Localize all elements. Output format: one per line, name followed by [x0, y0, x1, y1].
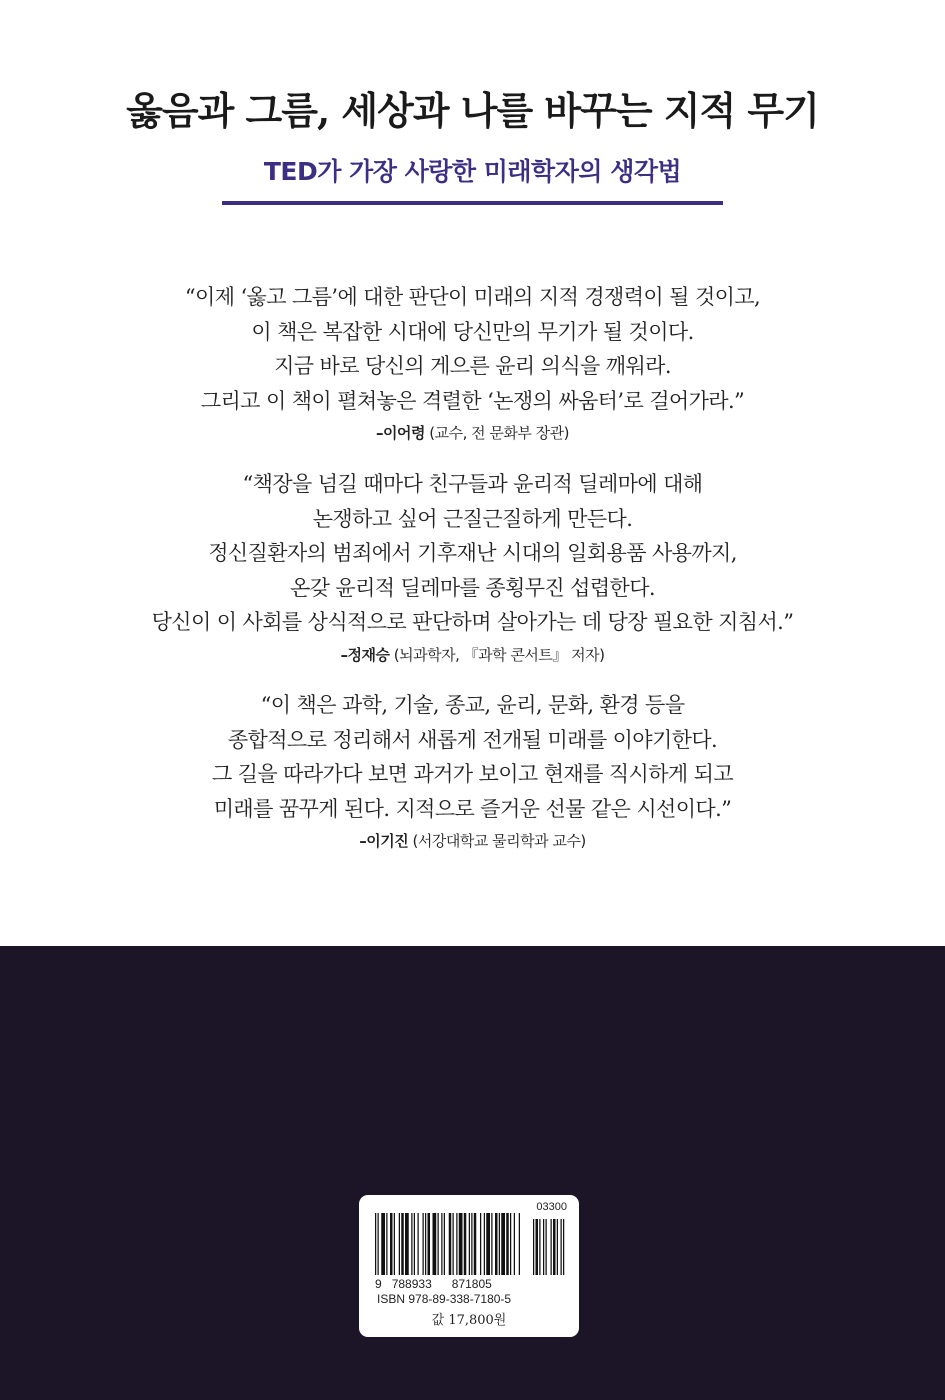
addon-bar — [553, 1219, 556, 1275]
price: 값 17,800원 — [431, 1313, 507, 1328]
blurb-3 — [40, 688, 905, 854]
headline: 옳음과 그름, 세상과 나를 바꾸는 지적 무기 — [126, 88, 819, 133]
barcode-bar — [433, 1213, 437, 1275]
blurb-attribution — [40, 420, 905, 446]
addon-bar — [546, 1219, 547, 1275]
barcode-bar — [411, 1213, 412, 1275]
blurb-2 — [40, 467, 905, 668]
barcode-bar — [438, 1213, 439, 1275]
barcode-bar — [449, 1213, 452, 1275]
isbn-number: ISBN 978-89-338-7180-5 — [377, 1292, 512, 1306]
addon-bar — [533, 1219, 534, 1275]
barcode-bar — [375, 1213, 376, 1275]
attribution-credit: (교수, 전 문화부 장관) — [425, 424, 569, 442]
attribution-name: –이기진 — [359, 832, 409, 850]
blurb-line: 그리고 이 책이 펼쳐놓은 격렬한 ‘논쟁의 싸움터’로 걸어가라.” — [200, 388, 745, 413]
barcode-bar — [519, 1213, 520, 1275]
blurb-line: 지금 바로 당신의 게으른 윤리 의식을 깨워라. — [274, 354, 671, 378]
blurb-line: 이 책은 복잡한 시대에 당신만의 무기가 될 것이다. — [251, 319, 694, 344]
barcode-bar — [459, 1213, 463, 1275]
barcode-bar — [464, 1213, 467, 1275]
blurb-attribution — [40, 642, 905, 668]
barcode-bar — [414, 1213, 415, 1275]
addon-bar — [536, 1219, 539, 1275]
barcode-bar — [506, 1213, 509, 1275]
barcode-bar — [474, 1213, 477, 1275]
blurb-line: 논쟁하고 싶어 근질근질하게 만든다. — [312, 506, 633, 531]
barcode-digits-right: 871805 — [451, 1277, 492, 1291]
barcode-bar — [399, 1213, 400, 1275]
blurb-line: 종합적으로 정리해서 새롭게 전개될 미래를 이야기한다. — [227, 727, 718, 752]
addon-bar — [561, 1219, 562, 1275]
barcode-bar — [428, 1213, 431, 1275]
barcode-bar — [378, 1213, 379, 1275]
barcode-bar — [386, 1213, 387, 1275]
barcode-bar — [418, 1213, 419, 1275]
addon-bar — [539, 1219, 540, 1275]
barcode-bar — [423, 1213, 424, 1275]
blurb-line: 미래를 꿈꾸게 된다. 지적으로 즐거운 선물 같은 시선이다.” — [213, 796, 732, 821]
barcode-bar — [471, 1213, 472, 1275]
barcode-bar — [390, 1213, 393, 1275]
blurb-line: “책장을 넘길 때마다 친구들과 윤리적 딜레마에 대해 — [242, 472, 703, 496]
barcode-bar — [425, 1213, 426, 1275]
addon-code: 03300 — [536, 1201, 567, 1213]
addon-bar — [557, 1219, 558, 1275]
barcode-bar — [405, 1213, 409, 1275]
barcode-digits-left: 788933 — [391, 1277, 432, 1291]
barcode-label — [359, 1195, 579, 1337]
attribution-credit: (서강대학교 물리학과 교수) — [408, 832, 586, 850]
barcode-bar — [484, 1213, 485, 1275]
barcode-digit-lead: 9 — [375, 1277, 382, 1291]
attribution-name: –정재승 — [340, 645, 390, 664]
attribution-name: –이어령 — [376, 424, 425, 442]
barcode-bar — [453, 1213, 454, 1275]
blurb-attribution — [40, 828, 905, 854]
barcode-bar — [444, 1213, 445, 1275]
barcode-bar — [510, 1213, 511, 1275]
barcode-graphic — [373, 1211, 567, 1277]
blurb-line: 온갖 윤리적 딜레마를 종횡무진 섭렵한다. — [289, 575, 656, 600]
barcode-bar — [501, 1213, 505, 1275]
blurb-line: 그 길을 따라가다 보면 과거가 보이고 현재를 직시하게 되고 — [211, 762, 734, 786]
blurb-1 — [40, 280, 905, 446]
barcode-bar — [514, 1213, 515, 1275]
barcode-bar — [495, 1213, 498, 1275]
barcode-bar — [480, 1213, 481, 1275]
barcode-bar — [381, 1213, 385, 1275]
barcode-bar — [486, 1213, 490, 1275]
blurb-line: 정신질환자의 범죄에서 기후재난 시대의 일회용품 사용까지, — [208, 541, 737, 565]
barcode-bar — [441, 1213, 442, 1275]
barcode-bar — [394, 1213, 395, 1275]
addon-bar — [551, 1219, 552, 1275]
blurb-line: 당신이 이 사회를 상식적으로 판단하며 살아가는 데 당장 필요한 지침서.” — [151, 610, 794, 634]
barcode-bar — [469, 1213, 470, 1275]
barcode-digits — [375, 1277, 571, 1291]
subheadline: TED가 가장 사랑한 미래학자의 생각법 — [263, 157, 682, 186]
subheadline-underline — [222, 201, 723, 205]
barcode-bar — [499, 1213, 500, 1275]
barcode-bar — [456, 1213, 457, 1275]
blurb-line: “이제 ‘옳고 그름’에 대한 판단이 미래의 지적 경쟁력이 될 것이고, — [184, 285, 761, 309]
barcode-bar — [401, 1213, 404, 1275]
addon-bar — [563, 1219, 564, 1275]
barcode-bar — [491, 1213, 492, 1275]
blurb-line: “이 책은 과학, 기술, 종교, 윤리, 문화, 환경 등을 — [260, 693, 685, 717]
addon-bar — [543, 1219, 544, 1275]
attribution-credit: (뇌과학자, 『과학 콘서트』 저자) — [389, 645, 605, 664]
